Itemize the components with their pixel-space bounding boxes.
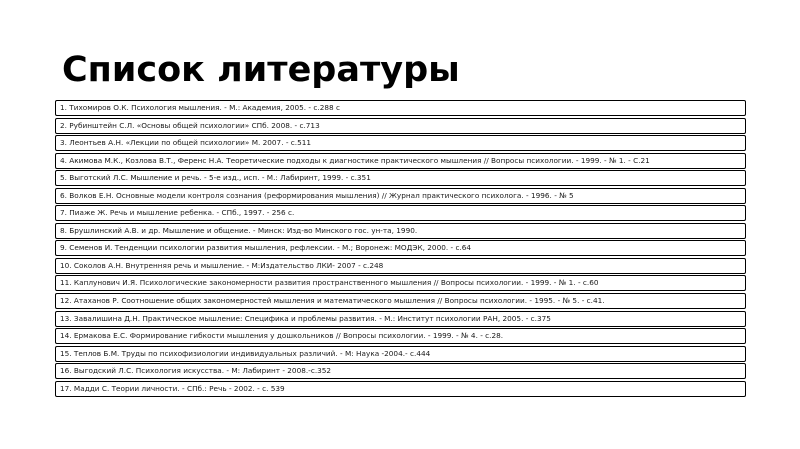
reference-item — [55, 328, 746, 344]
reference-text: 17. Мадди С. Теории личности. - СПб.: Речь - 2002. - с. 539 — [60, 383, 285, 393]
reference-item — [55, 311, 746, 327]
reference-item — [55, 118, 746, 134]
reference-item — [55, 346, 746, 362]
reference-item — [55, 100, 746, 116]
reference-item — [55, 205, 746, 221]
reference-item — [55, 275, 746, 291]
reference-list — [55, 100, 746, 398]
reference-text: 13. Завалишина Д.Н. Практическое мышление: Специфика и проблемы развития. - М.: Институт психологии РАН, 2005. - с.375 — [60, 313, 551, 323]
reference-text: 16. Выгодский Л.С. Психология искусства. - М: Лабиринт - 2008.-с.352 — [60, 366, 332, 376]
reference-text: 11. Каплунович И.Я. Психологические закономерности развития пространственного мышления // Вопросы психологии. - 1999. - № 1. - с.60 — [60, 278, 599, 288]
reference-item — [55, 135, 746, 151]
reference-item — [55, 381, 746, 397]
reference-item — [55, 258, 746, 274]
reference-text: 9. Семенов И. Тенденции психологии развития мышления, рефлексии. - М.; Воронеж: МОДЭК, 2000. - с.64 — [60, 243, 472, 253]
reference-text: 10. Соколов А.Н. Внутренняя речь и мышление. - М:Издательство ЛКИ- 2007 - с.248 — [60, 260, 384, 270]
reference-text: 3. Леонтьев А.Н. «Лекции по общей психологии» М. 2007. - с.511 — [60, 138, 312, 148]
reference-text: 15. Теплов Б.М. Труды по психофизиологии индивидуальных различий. - М: Наука -2004.- с.444 — [60, 348, 431, 358]
reference-item — [55, 188, 746, 204]
reference-text: 2. Рубинштейн С.Л. «Основы общей психологии» СПб. 2008. - с.713 — [60, 120, 320, 130]
reference-text: 7. Пиаже Ж. Речь и мышление ребенка. - СПб., 1997. - 256 с. — [60, 208, 295, 218]
reference-text: 4. Акимова М.К., Козлова В.Т., Ференс Н.А. Теоретические подходы к диагностике практического мышления // Вопросы психологии. - 1999. - № 1. - С.21 — [60, 155, 650, 165]
reference-text: 12. Атаханов Р. Соотношение общих закономерностей мышления и математического мышления // Вопросы психологии. - 1995. - № 5. - с.41. — [60, 296, 605, 306]
reference-text: 6. Волков Е.Н. Основные модели контроля сознания (реформирования мышления) // Журнал практического психолога. - 1996. - № 5 — [60, 190, 574, 200]
reference-item — [55, 363, 746, 379]
reference-item — [55, 170, 746, 186]
reference-item — [55, 240, 746, 256]
reference-text: 1. Тихомиров О.К. Психология мышления. - М.: Академия, 2005. - с.288 с — [60, 103, 340, 112]
reference-text: 5. Выготский Л.С. Мышление и речь. - 5-е изд., исп. - М.: Лабиринт, 1999. - с.351 — [60, 173, 371, 183]
reference-text: 14. Ермакова Е.С. Формирование гибкости мышления у дошкольников // Вопросы психологии. - 1999. - № 4. - с.28. — [60, 331, 504, 341]
reference-item — [55, 223, 746, 239]
reference-item — [55, 293, 746, 309]
slide-title: Список литературы — [62, 50, 460, 90]
reference-text: 8. Брушлинский А.В. и др. Мышление и общение. - Минск: Изд-во Минского гос. ун-та, 1990. — [60, 225, 418, 235]
reference-item — [55, 153, 746, 169]
